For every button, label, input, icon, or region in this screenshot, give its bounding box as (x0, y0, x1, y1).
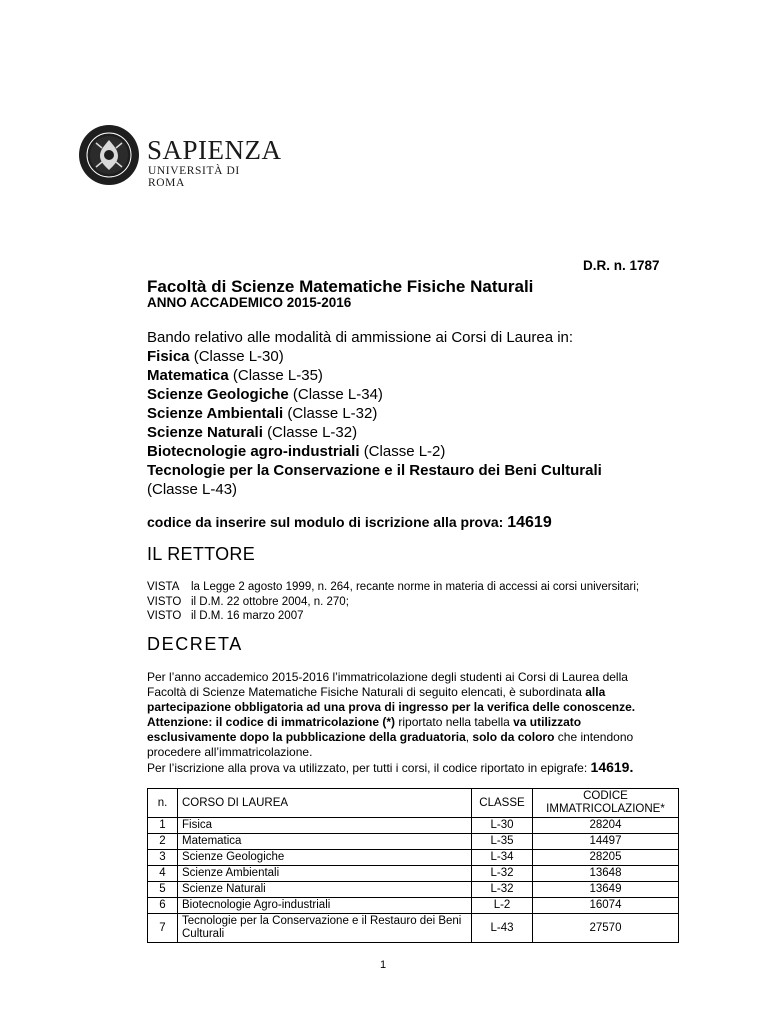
course-item: Matematica (Classe L-35) (147, 367, 323, 384)
table-row: 7 Tecnologie per la Conservazione e il Restauro dei Beni Culturali L-43 27570 (148, 914, 679, 943)
visto-item: VISTO il D.M. 22 ottobre 2004, n. 270; (147, 595, 349, 608)
table-header-row (148, 789, 679, 818)
col-header-classe: CLASSE (472, 789, 533, 818)
table-row: 1 Fisica L-30 28204 (148, 818, 679, 834)
table-row: 3 Scienze Geologiche L-34 28205 (148, 850, 679, 866)
academic-year: ANNO ACCADEMICO 2015-2016 (147, 295, 352, 310)
course-item: Scienze Geologiche (Classe L-34) (147, 386, 383, 403)
codice-value: 14619 (507, 514, 552, 531)
visto-item: VISTA la Legge 2 agosto 1999, n. 264, recante norme in materia di accessi ai corsi universitari; (147, 581, 640, 593)
table-row: 6 Biotecnologie Agro-industriali L-2 16074 (148, 898, 679, 914)
col-header-corso: CORSO DI LAUREA (178, 789, 472, 818)
bando-intro: Bando relativo alle modalità di ammissione ai Corsi di Laurea in: (147, 329, 574, 346)
course-item-classe: (Classe L-43) (147, 481, 238, 498)
table-row: 4 Scienze Ambientali L-32 13648 (148, 866, 679, 882)
visto-item: VISTO il D.M. 16 marzo 2007 (147, 610, 304, 622)
logo-subtitle: UNIVERSITÀ DI ROMA (148, 165, 240, 189)
rettore-heading: IL RETTORE (147, 544, 256, 564)
university-seal-icon (78, 124, 140, 186)
course-list (147, 347, 602, 499)
visti-list (147, 580, 639, 624)
table-row: 2 Matematica L-35 14497 (148, 834, 679, 850)
codice-label: codice da inserire sul modulo di iscrizione alla prova: (147, 514, 504, 530)
decreta-heading: DECRETA (147, 634, 243, 654)
sapienza-logo (78, 124, 282, 189)
decree-paragraph: Per l’anno accademico 2015-2016 l’immatricolazione degli studenti ai Corsi di Laurea della Facoltà di Scienze Matematiche Fisiche Naturali di seguito elencati, è subordinata alla partecipazione obbligatoria ad una prova di ingresso per la verifica delle conoscenze. Attenzione: il codice di immatricolazione (*) riportato nella tabella va utilizzato esclusivamente dopo la pubblicazione della graduatoria, solo da coloro che intendono procedere all’immatricolazione. Per l’iscrizione alla prova va utilizzato, per tutti i corsi, il codice riportato in epigrafe: 14619. (147, 670, 636, 775)
course-item: Tecnologie per la Conservazione e il Restauro dei Beni Culturali (147, 462, 602, 479)
faculty-title: Facoltà di Scienze Matematiche Fisiche Naturali (147, 277, 534, 296)
course-item: Scienze Naturali (Classe L-32) (147, 424, 358, 441)
course-item: Biotecnologie agro-industriali (Classe L-2) (147, 443, 446, 460)
decree-number: D.R. n. 1787 (583, 258, 660, 273)
col-header-n: n. (148, 789, 178, 818)
page-number: 1 (380, 959, 387, 971)
codice-line (147, 514, 552, 532)
course-item: Scienze Ambientali (Classe L-32) (147, 405, 378, 422)
course-item: Fisica (Classe L-30) (147, 348, 284, 365)
courses-table (147, 788, 679, 943)
table-row: 5 Scienze Naturali L-32 13649 (148, 882, 679, 898)
logo-name: SAPIENZA (147, 135, 282, 165)
col-header-codice: CODICE IMMATRICOLAZIONE* (533, 789, 679, 818)
